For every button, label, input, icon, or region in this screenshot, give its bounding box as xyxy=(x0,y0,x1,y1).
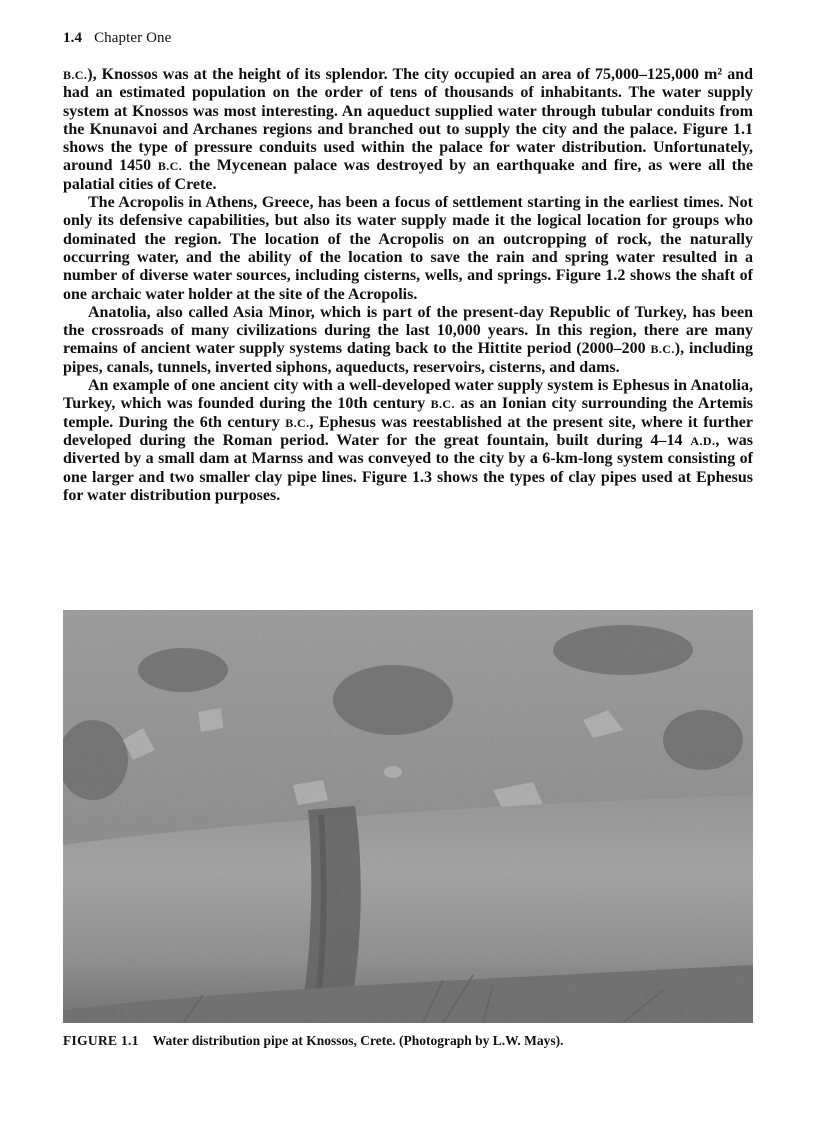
chapter-title: Chapter One xyxy=(94,30,172,46)
paragraph-text: the Mycenean palace was destroyed by an earthquake and fire, as were all the palatial cities of Crete. xyxy=(63,157,754,193)
paragraph-text: An example of one ancient city with a well-developed water supply system is Ephesus in Anatolia, Turkey, which was founded during the 10th century xyxy=(63,377,753,413)
body-text xyxy=(63,66,753,505)
paragraph-text: ), Knossos was at the height of its splendor. The city occupied an area of 75,000–125,000 m² and had an estimated population on the order of tens of thousands of inhabitants. The water supply system at Knossos was most interesting. An aqueduct supplied water through tubular conduits from the Knunavoi and Archanes regions and branched out to supply the city and the palace. Figure 1.1 shows the type of pressure conduits used within the palace for water distribution. Unfortunately, around 1450 xyxy=(63,66,753,175)
era-abbrev: B.C. xyxy=(285,415,310,430)
era-abbrev: B.C. xyxy=(63,68,88,82)
figure-label: FIGURE 1.1 xyxy=(63,1033,139,1048)
page-number: 1.4 xyxy=(63,30,83,46)
figure-photo xyxy=(63,610,753,1023)
paragraph-text: Anatolia, also called Asia Minor, which is part of the present-day Republic of Turkey, has been the crossroads of many civilizations during the last 10,000 years. In this region, there are many remains of ancient water supply systems dating back to the Hittite period (2000–200 xyxy=(63,303,753,358)
paragraph-text: as an Ionian city surrounding the Artemis temple. During the 6th century xyxy=(63,395,754,431)
caption-text: Water distribution pipe at Knossos, Crete. (Photograph by L.W. Mays). xyxy=(152,1033,564,1048)
era-abbrev: B.C. xyxy=(650,342,675,357)
paragraph-text: , Ephesus was reestablished at the present site, where it further developed during the Roman period. Water for the great fountain, built during 4–14 xyxy=(63,413,754,449)
paragraph-3 xyxy=(63,304,753,377)
pipe-photograph xyxy=(63,610,753,1023)
running-head xyxy=(63,30,171,47)
paragraph-2: The Acropolis in Athens, Greece, has been a focus of settlement starting in the earliest times. Not only its defensive capabilities, but also its water supply made it the logical location for groups who dominated the region. The location of the Acropolis on an outcropping of rock, the naturally occurring water, and the ability of the location to save the rain and spring water resulted in a number of diverse water sources, including cisterns, wells, and springs. Figure 1.2 shows the shaft of one archaic water holder at the site of the Acropolis. xyxy=(63,194,753,303)
era-abbrev: B.C. xyxy=(430,397,455,412)
figure-caption xyxy=(63,1033,753,1049)
paragraph-4 xyxy=(63,377,753,505)
paragraph-1 xyxy=(63,66,753,194)
era-abbrev: A.D. xyxy=(690,433,716,448)
paragraph-text: , was diverted by a small dam at Marnss and was conveyed to the city by a 6-km-long system consisting of one larger and two smaller clay pipe lines. Figure 1.3 shows the types of clay pipes used at Ephesus for water distribution purposes. xyxy=(63,431,754,504)
era-abbrev: B.C. xyxy=(157,159,183,174)
paragraph-text: ), including pipes, canals, tunnels, inverted siphons, aqueducts, reservoirs, cisterns, and dams. xyxy=(63,340,754,376)
